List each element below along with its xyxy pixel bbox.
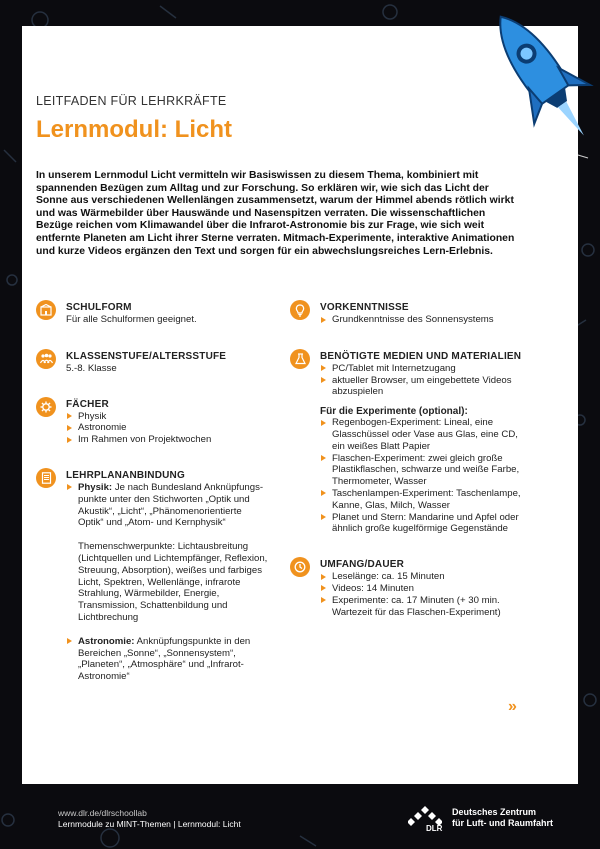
section-faecher <box>36 397 268 446</box>
rocket-illustration <box>478 0 598 160</box>
subject-list <box>66 411 268 446</box>
astronomie-text: Anknüpfungspunkte in den Bereichen „Sonne“, „Sonnensystem“, „Planeten“, „Atmosphäre“ und „Infrarot-Astronomie“ <box>78 635 251 683</box>
flask-icon <box>290 349 310 369</box>
prerequisites-list <box>320 314 526 326</box>
list-item: Regenbogen-Experiment: Lineal, eine Glasschüssel oder Vase aus Glas, eine CD, ein weißes Blatt Papier <box>320 417 526 452</box>
page-title: Lernmodul: Licht <box>36 116 232 143</box>
document-kicker: LEITFADEN FÜR LEHRKRÄFTE <box>36 94 227 108</box>
next-page-chevron-icon[interactable]: » <box>508 698 514 715</box>
section-vorkenntnisse <box>290 300 526 326</box>
dlr-logo-text: DLR <box>426 824 443 833</box>
curriculum-list <box>66 482 268 683</box>
list-item: Im Rahmen von Projektwochen <box>66 434 268 446</box>
section-medien <box>290 349 526 535</box>
dlr-emblem-icon <box>408 804 442 826</box>
list-item-physik <box>66 482 268 624</box>
list-item: Planet und Stern: Mandarine und Apfel oder ähnlich große kugelförmige Gegenstände <box>320 512 526 536</box>
physik-label: Physik: <box>78 481 113 493</box>
group-people-icon <box>36 349 56 369</box>
section-heading: BENÖTIGTE MEDIEN UND MATERIALIEN <box>320 350 522 362</box>
experiments-heading: Für die Experimente (optional): <box>320 406 468 418</box>
list-item: Leselänge: ca. 15 Minuten <box>320 571 526 583</box>
list-item: Videos: 14 Minuten <box>320 583 526 595</box>
section-heading: LEHRPLANANBINDUNG <box>66 469 185 481</box>
section-text: 5.-8. Klasse <box>66 362 117 374</box>
lightbulb-icon <box>290 300 310 320</box>
section-lehrplan <box>36 468 268 683</box>
list-item: Astronomie <box>66 422 268 434</box>
section-heading: VORKENNTNISSE <box>320 302 409 313</box>
document-icon <box>36 468 56 488</box>
list-item: Flaschen-Experiment: zwei gleich große Plastikflaschen, schwarze und weiße Farbe, Thermometer, Wasser <box>320 453 526 488</box>
list-item: Physik <box>66 411 268 423</box>
list-item: Taschenlampen-Experiment: Taschenlampe, Kanne, Glas, Milch, Wasser <box>320 488 526 512</box>
dlr-logo <box>408 804 553 833</box>
right-column <box>290 300 526 618</box>
list-item-astronomie <box>66 636 268 683</box>
section-heading: UMFANG/DAUER <box>320 559 405 571</box>
section-heading: FÄCHER <box>66 398 109 410</box>
section-schulform <box>36 300 268 326</box>
section-klassenstufe <box>36 349 268 375</box>
duration-list <box>320 571 526 618</box>
section-heading: SCHULFORM <box>66 302 132 313</box>
org-line-2: für Luft- und Raumfahrt <box>452 818 553 828</box>
astronomie-label: Astronomie: <box>78 635 135 647</box>
section-text: Für alle Schulformen geeignet. <box>66 314 197 325</box>
clock-icon <box>290 557 310 577</box>
footer-url[interactable]: www.dlr.de/dlrschoollab <box>58 808 147 818</box>
school-building-icon <box>36 300 56 320</box>
list-item: Experimente: ca. 17 Minuten (+ 30 min. Wartezeit für das Flaschen-Experiment) <box>320 595 526 619</box>
section-umfang <box>290 557 526 618</box>
list-item: PC/Tablet mit Internetzugang <box>320 363 526 375</box>
gear-icon <box>36 397 56 417</box>
org-line-1: Deutsches Zentrum <box>452 807 537 817</box>
footer <box>58 808 241 830</box>
list-item: Grundkenntnisse des Sonnensystems <box>320 314 526 326</box>
intro-paragraph: In unserem Lernmodul Licht vermitteln wir Basiswissen zu diesem Thema, kombiniert mit spannenden Bezügen zum Alltag und zur Forschung. So erklären wir, wie sich das Licht der Sonne aus verschiedenen Wellenlängen zusammensetzt, warum der Himmel abends rötlich wirkt und was Wärmebilder über Hauswände und Nasenspitzen verraten. Die wissenschaftlichen Bezüge reichen vom Klimawandel über die Infrarot-Astronomie bis zur Frage, wie sich weit entfernte Planeten am Licht ihrer Sterne verraten. Mitmach-Experimente, interaktive Animationen und kurze Videos ergänzen den Text und sorgen für ein abwechslungsreiches Lern-Erlebnis. <box>36 170 515 257</box>
list-item: aktueller Browser, um eingebettete Videos abzuspielen <box>320 375 526 399</box>
physik-themenschwerpunkte: Themenschwerpunkte: Lichtausbreitung (Lichtquellen und Lichtempfänger, Reflexion, Streuung, Absorption), weißes und farbiges Licht, Spektren, Wellenlänge, infrarote Strahlung, Wärmebilder, Energie, Transmission, Schattenbildung und Lichtbrechung <box>78 541 268 623</box>
physik-text: Je nach Bundesland Anknüpfungs-punkte unter den Stichworten „Optik und Akustik“, „Licht“, „Phänomenorientierte Optik“ und „Atom- und Kernphysik“ <box>78 481 264 529</box>
media-list <box>320 363 526 398</box>
dlr-org-name <box>452 807 553 829</box>
experiments-list <box>320 417 526 535</box>
left-column <box>36 300 268 683</box>
footer-subtitle: Lernmodule zu MINT-Themen | Lernmodul: Licht <box>58 819 241 829</box>
section-heading: KLASSENSTUFE/ALTERSSTUFE <box>66 350 227 362</box>
